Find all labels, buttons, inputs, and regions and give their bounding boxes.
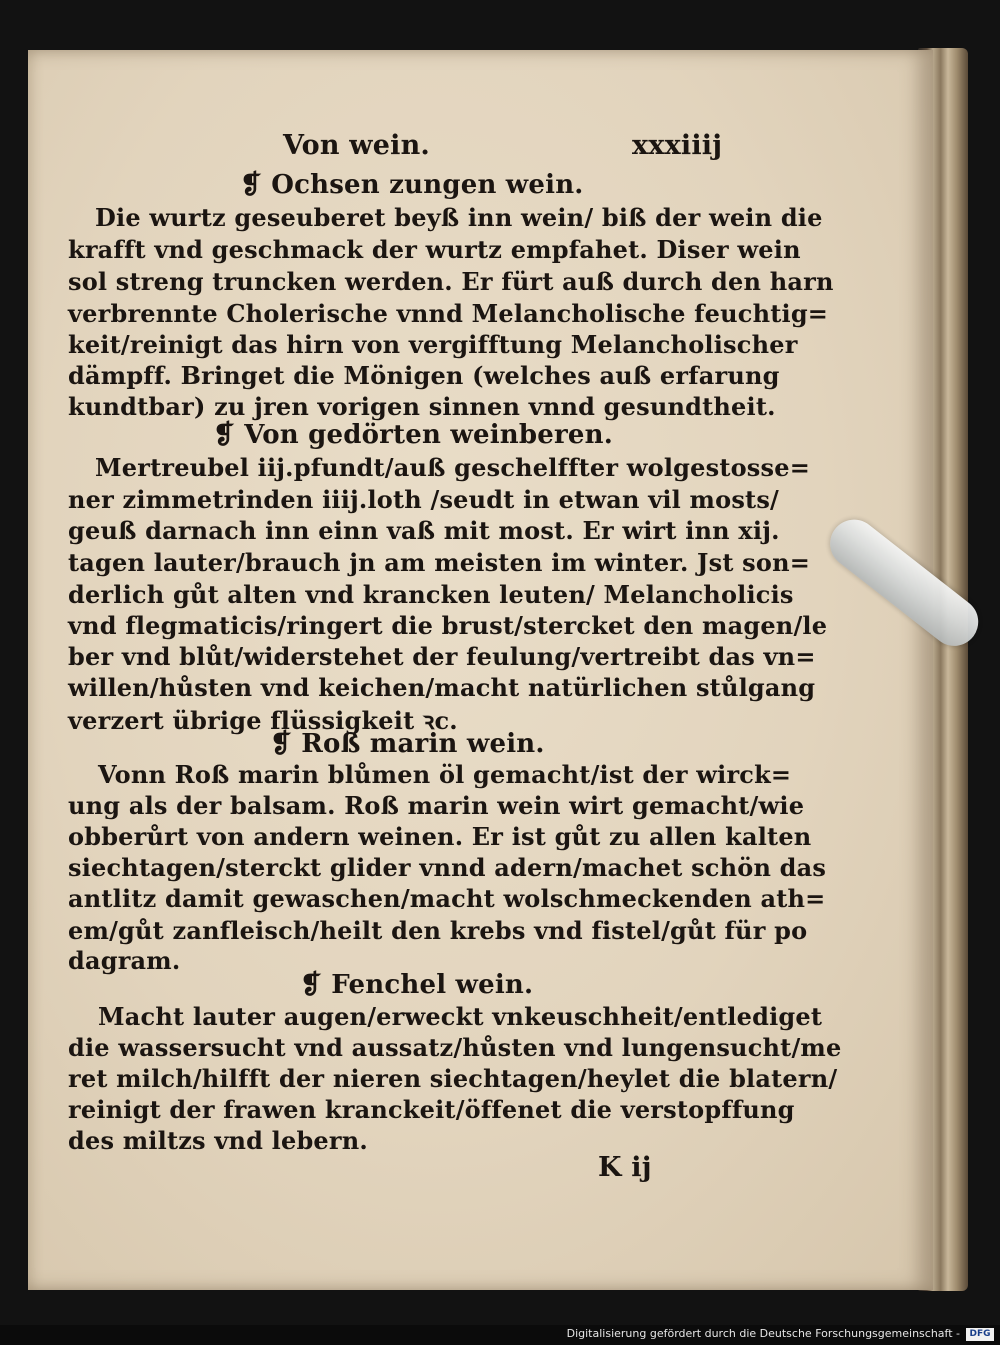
text-line: ber vnd blůt/widerstehet der feulung/vertreibt das vn= (68, 642, 816, 671)
dfg-logo: DFG (966, 1328, 994, 1341)
text-line: ung als der balsam. Roß marin wein wirt gemacht/wie (68, 791, 805, 820)
text-line: des miltzs vnd lebern. (68, 1126, 368, 1155)
footer-credit: Digitalisierung gefördert durch die Deutsche Forschungsgemeinschaft - (566, 1327, 960, 1340)
text-line: tagen lauter/brauch jn am meisten im winter. Jst son= (68, 548, 811, 577)
text-line: verbrennte Cholerische vnnd Melancholische feuchtig= (68, 299, 829, 328)
text-line: keit/reinigt das hirn von vergifftung Melancholischer (68, 330, 798, 359)
text-line: ret milch/hilfft der nieren siechtagen/heylet die blatern/ (68, 1064, 838, 1093)
section-heading: ❡ Von gedörten weinberen. (213, 420, 613, 450)
text-line: geuß darnach inn einn vaß mit most. Er wirt inn xij. (68, 516, 780, 545)
text-line: reinigt der frawen kranckeit/öffenet die verstopffung (68, 1095, 795, 1124)
signature-mark: K ij (598, 1152, 652, 1183)
text-line: sol streng truncken werden. Er fürt auß durch den harn (68, 267, 834, 296)
text-line: siechtagen/sterckt glider vnnd adern/machet schön das (68, 853, 827, 882)
text-line: Macht lauter augen/erweckt vnkeuschheit/entlediget (98, 1002, 823, 1031)
text-line: dämpff. Bringet die Mönigen (welches auß erfarung (68, 361, 780, 390)
text-line: Mertreubel iij.pfundt/auß geschelffter wolgestosse= (95, 453, 811, 482)
running-title: Von wein. (283, 130, 431, 161)
text-line: dagram. (68, 946, 181, 975)
section-heading: ❡ Fenchel wein. (300, 970, 534, 1000)
text-line: vnd flegmaticis/ringert die brust/stercket den magen/le (68, 611, 828, 640)
text-line: ner zimmetrinden iiij.loth /seudt in etwan vil mosts/ (68, 485, 780, 514)
text-line: em/gůt zanfleisch/heilt den krebs vnd fistel/gůt für po (68, 916, 808, 945)
section-heading: ❡ Ochsen zungen wein. (240, 170, 584, 200)
text-line: kundtbar) zu jren vorigen sinnen vnnd gesundtheit. (68, 392, 776, 421)
text-line: Die wurtz geseuberet beyß inn wein/ biß der wein die (95, 203, 823, 232)
text-line: derlich gůt alten vnd krancken leuten/ Melancholicis (68, 580, 794, 609)
text-line: obberůrt von andern weinen. Er ist gůt zu allen kalten (68, 822, 812, 851)
footer-bar (0, 1325, 1000, 1345)
text-line: krafft vnd geschmack der wurtz empfahet. Diser wein (68, 235, 801, 264)
text-line: willen/hůsten vnd keichen/macht natürlichen stůlgang (68, 673, 816, 702)
text-line: antlitz damit gewaschen/macht wolschmeckenden ath= (68, 884, 826, 913)
section-heading: ❡ Roß marin wein. (270, 729, 545, 759)
folio-number: xxxiiij (632, 130, 723, 161)
text-line: Vonn Roß marin blůmen öl gemacht/ist der wirck= (98, 760, 792, 789)
text-line: verzert übrige flüssigkeit ꝛc. (68, 706, 458, 735)
text-line: die wassersucht vnd aussatz/hůsten vnd lungensucht/me (68, 1033, 842, 1062)
